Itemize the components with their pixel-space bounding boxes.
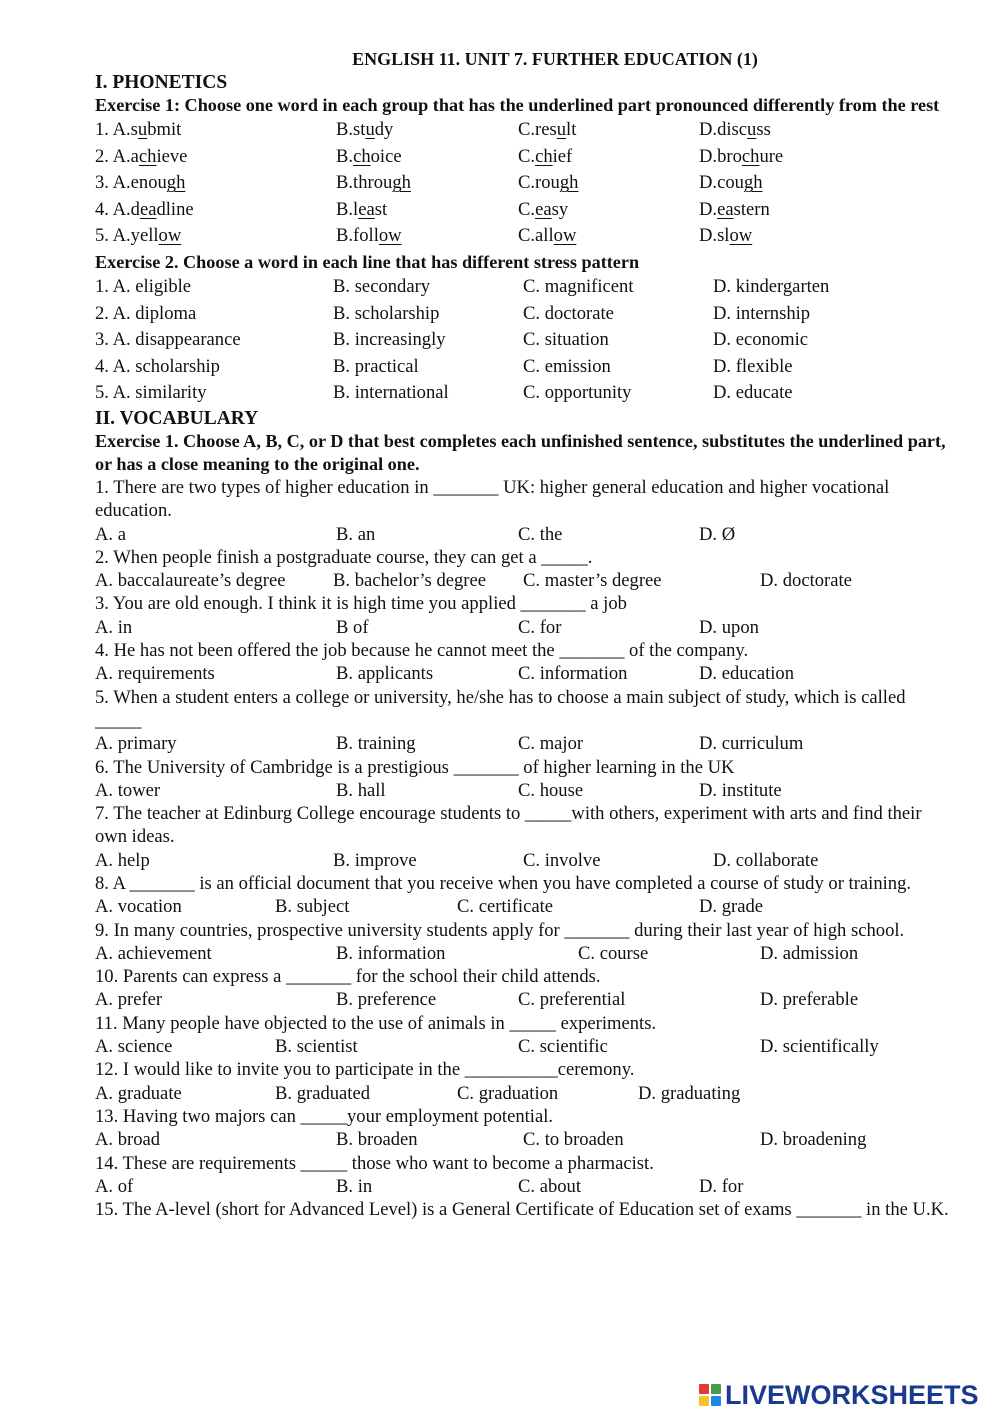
question-text: 10. Parents can express a _______ for the school their child attends.	[95, 966, 601, 988]
question-text: 6. The University of Cambridge is a prestigious _______ of higher learning in the UK	[95, 756, 735, 778]
underlined-part: u	[556, 119, 567, 140]
answer-option[interactable]: D. graduating	[638, 1082, 741, 1104]
answer-option[interactable]: D. scientifically	[760, 1036, 879, 1058]
answer-option[interactable]: A. broad	[95, 1129, 161, 1151]
exercise-1-row	[95, 144, 955, 171]
exercise-1-instruction: Exercise 1: Choose one word in each group that has the underlined part pronounced differently from the rest	[95, 95, 940, 115]
answer-option[interactable]	[336, 197, 387, 224]
underlined-part: ch	[138, 145, 157, 167]
question-options	[95, 1035, 955, 1058]
option-text: B.foll	[336, 225, 379, 247]
question-text: 5. When a student enters a college or university, he/she has to choose a main subject of study, which is called _____	[95, 686, 906, 731]
exercise-1-rows	[95, 117, 955, 250]
answer-option[interactable]: A. in	[95, 616, 133, 638]
answer-option[interactable]	[518, 144, 572, 171]
answer-option[interactable]: C. master’s degree	[523, 570, 662, 592]
question-options	[95, 523, 955, 546]
question-options	[95, 1128, 955, 1151]
answer-option[interactable]	[518, 223, 576, 250]
answer-option[interactable]	[336, 144, 402, 171]
question-text: 11. Many people have objected to the use of animals in _____ experiments.	[95, 1012, 657, 1034]
underlined-part: ow	[158, 225, 182, 247]
option-text: 3. A.enou	[95, 172, 167, 194]
question-text: 7. The teacher at Edinburg College encourage students to _____with others, experiment with arts and find their own ideas.	[95, 803, 922, 848]
answer-option[interactable]	[336, 223, 402, 250]
answer-option[interactable]: D. grade	[699, 896, 764, 918]
question-text: 12. I would like to invite you to participate in the __________ceremony.	[95, 1059, 635, 1081]
question-text: 1. There are two types of higher education in _______ UK: higher general education and higher vocational education.	[95, 476, 890, 522]
answer-option[interactable]: B. practical	[333, 355, 419, 377]
section-phonetics-heading: I. PHONETICS	[95, 72, 228, 93]
option-text: D.cou	[699, 172, 744, 194]
exercise-2-row	[95, 380, 955, 407]
question-text: 9. In many countries, prospective university students apply for _______ during their last year of high school.	[95, 919, 905, 941]
answer-option[interactable]: B. preference	[336, 989, 437, 1011]
answer-option[interactable]: C. opportunity	[523, 382, 632, 404]
underlined-part: ch	[535, 145, 553, 167]
answer-option[interactable]: D. for	[699, 1175, 744, 1197]
question-text: 14. These are requirements _____ those who want to become a pharmacist.	[95, 1152, 654, 1174]
option-text: dline	[156, 198, 194, 220]
option-text: D.	[699, 198, 718, 220]
section-vocabulary-heading: II. VOCABULARY	[95, 407, 259, 429]
question-options	[95, 895, 955, 918]
answer-option[interactable]: 1. A. eligible	[95, 275, 192, 297]
exercise-1-row	[95, 223, 955, 250]
option-text: dy	[374, 119, 394, 140]
underlined-part: gh	[743, 172, 763, 194]
answer-option[interactable]	[95, 144, 187, 171]
answer-option[interactable]: A. achievement	[95, 942, 212, 964]
answer-option[interactable]	[518, 170, 578, 197]
answer-option[interactable]: D. Ø	[699, 523, 736, 545]
answer-option[interactable]: C. the	[518, 523, 563, 545]
answer-option[interactable]: A. vocation	[95, 896, 182, 918]
question-text: 15. The A-level (short for Advanced Level) is a General Certificate of Education set of exams _______ in the U.K.	[95, 1199, 949, 1221]
answer-option[interactable]: A. a	[95, 523, 126, 545]
answer-option[interactable]: B. training	[336, 733, 416, 755]
answer-option[interactable]: A. graduate	[95, 1082, 182, 1104]
answer-option[interactable]	[699, 223, 752, 250]
underlined-part: u	[747, 119, 757, 140]
option-text: st	[374, 198, 388, 220]
answer-option[interactable]: C. emission	[523, 355, 611, 377]
underlined-part: ea	[358, 198, 375, 220]
answer-option[interactable]: B. improve	[333, 849, 417, 871]
answer-option[interactable]	[95, 223, 181, 250]
answer-option[interactable]: C. preferential	[518, 989, 626, 1011]
option-text: C.	[518, 145, 536, 167]
option-text: 2. A.a	[95, 145, 139, 167]
question-text: 3. You are old enough. I think it is high time you applied _______ a job	[95, 593, 627, 615]
page-title: ENGLISH 11. UNIT 7. FURTHER EDUCATION (1)	[352, 49, 758, 69]
answer-option[interactable]: B of	[336, 616, 369, 638]
answer-option[interactable]: C. graduation	[457, 1082, 559, 1104]
exercise-2-instruction: Exercise 2. Choose a word in each line that has different stress pattern	[95, 251, 640, 272]
answer-option[interactable]: D. institute	[699, 779, 782, 801]
answer-option[interactable]: B. information	[336, 942, 446, 964]
answer-option[interactable]: C. to broaden	[523, 1129, 624, 1151]
option-text: 1. A.s	[95, 119, 138, 140]
answer-option[interactable]	[336, 117, 393, 144]
answer-option[interactable]: A. of	[95, 1175, 134, 1197]
exercise-1-row	[95, 117, 955, 144]
answer-option[interactable]	[95, 197, 194, 224]
answer-option[interactable]: B. scholarship	[333, 302, 440, 324]
underlined-part: u	[137, 119, 148, 140]
answer-option[interactable]: D. admission	[760, 942, 859, 964]
answer-option[interactable]: A. primary	[95, 733, 177, 755]
underlined-part: ow	[378, 225, 402, 247]
answer-option[interactable]: D. kindergarten	[713, 275, 830, 297]
answer-option[interactable]: B. secondary	[333, 275, 431, 297]
answer-option[interactable]: C. house	[518, 779, 584, 801]
underlined-part: ea	[535, 198, 552, 220]
underlined-part: ea	[139, 198, 157, 220]
answer-option[interactable]: A. baccalaureate’s degree	[95, 570, 286, 592]
answer-option[interactable]: B. in	[336, 1175, 373, 1197]
option-text: stern	[733, 198, 770, 220]
question-options	[95, 1175, 955, 1198]
answer-option[interactable]: D. economic	[713, 329, 809, 351]
answer-option[interactable]: D. internship	[713, 302, 811, 324]
answer-option[interactable]: C. course	[578, 942, 649, 964]
answer-option[interactable]	[699, 144, 783, 171]
logo-mark-icon	[699, 1384, 721, 1406]
answer-option[interactable]: D. flexible	[713, 355, 793, 377]
answer-option[interactable]: D. education	[699, 663, 795, 685]
answer-option[interactable]: C. about	[518, 1175, 582, 1197]
answer-option[interactable]	[699, 197, 770, 224]
question-options	[95, 942, 955, 965]
answer-option[interactable]: B. bachelor’s degree	[333, 570, 486, 592]
answer-option[interactable]: C. involve	[523, 849, 601, 871]
underlined-part: gh	[166, 172, 186, 194]
exercise-2-rows	[95, 274, 955, 407]
answer-option[interactable]: C. certificate	[457, 896, 554, 918]
answer-option[interactable]: C. situation	[523, 329, 609, 351]
underlined-part: ow	[729, 225, 753, 247]
option-text: oice	[370, 145, 402, 167]
underlined-part: ea	[717, 198, 734, 220]
underlined-part: ow	[553, 225, 577, 247]
answer-option[interactable]: C. major	[518, 733, 584, 755]
option-text: ief	[552, 145, 573, 167]
option-text: B.throu	[336, 172, 393, 194]
underlined-part: gh	[392, 172, 411, 194]
answer-option[interactable]	[699, 117, 771, 144]
question-options	[95, 616, 955, 639]
answer-option[interactable]: A. help	[95, 849, 150, 871]
option-text: D.bro	[699, 145, 742, 167]
answer-option[interactable]: 3. A. disappearance	[95, 329, 241, 351]
option-text: lt	[566, 119, 577, 140]
option-text: ieve	[156, 145, 188, 167]
question-options	[95, 662, 955, 685]
question-text: 13. Having two majors can _____your employment potential.	[95, 1105, 554, 1127]
answer-option[interactable]: C. magnificent	[523, 275, 634, 297]
option-text: D.disc	[699, 119, 748, 140]
option-text: C.res	[518, 119, 557, 140]
option-text: C.	[518, 198, 536, 220]
option-text: C.rou	[518, 172, 560, 194]
question-options	[95, 779, 955, 802]
question-options	[95, 732, 955, 755]
answer-option[interactable]: A. requirements	[95, 663, 215, 685]
exercise-2-row	[95, 274, 955, 301]
answer-option[interactable]: B. broaden	[336, 1129, 418, 1151]
answer-option[interactable]: B. applicants	[336, 663, 434, 685]
vocabulary-questions	[95, 476, 955, 1222]
underlined-part: gh	[559, 172, 579, 194]
liveworksheets-logo	[699, 1380, 979, 1410]
answer-option[interactable]: A. science	[95, 1036, 173, 1058]
answer-option[interactable]: D. upon	[699, 616, 759, 638]
exercise-2-row	[95, 354, 955, 381]
answer-option[interactable]: B. increasingly	[333, 329, 446, 351]
answer-option[interactable]: C. scientific	[518, 1036, 608, 1058]
question-text: 2. When people finish a postgraduate course, they can get a _____.	[95, 546, 593, 568]
answer-option[interactable]: A. prefer	[95, 989, 163, 1011]
option-text: 5. A.yell	[95, 225, 159, 247]
answer-option[interactable]: D. preferable	[760, 989, 859, 1011]
answer-option[interactable]: B. scientist	[275, 1036, 358, 1058]
answer-option[interactable]: D. curriculum	[699, 733, 804, 755]
answer-option[interactable]	[699, 170, 763, 197]
underlined-part: ch	[353, 145, 371, 167]
question-text: 4. He has not been offered the job because he cannot meet the _______ of the company.	[95, 640, 749, 662]
question-options	[95, 1082, 955, 1105]
option-text: 4. A.d	[95, 198, 140, 220]
answer-option[interactable]: B. graduated	[275, 1082, 371, 1104]
answer-option[interactable]	[95, 170, 185, 197]
option-text: bmit	[147, 119, 182, 140]
answer-option[interactable]: 4. A. scholarship	[95, 355, 220, 377]
underlined-part: ch	[741, 145, 760, 167]
question-text: 8. A _______ is an official document that you receive when you have completed a course of study or training.	[95, 872, 912, 894]
answer-option[interactable]: D. broadening	[760, 1129, 867, 1151]
exercise-1-row	[95, 197, 955, 224]
option-text: ss	[756, 119, 771, 140]
answer-option[interactable]: 2. A. diploma	[95, 302, 197, 324]
worksheet-page	[95, 47, 955, 1221]
vocabulary-instruction: Exercise 1. Choose A, B, C, or D that best completes each unfinished sentence, substitutes the underlined part, or has a close meaning to the original one.	[95, 430, 946, 474]
answer-option[interactable]	[518, 117, 576, 144]
answer-option[interactable]: B. hall	[336, 779, 386, 801]
answer-option[interactable]: 5. A. similarity	[95, 382, 207, 404]
option-text: B.st	[336, 119, 366, 140]
answer-option[interactable]: D. doctorate	[760, 570, 852, 592]
answer-option[interactable]: A. tower	[95, 779, 161, 801]
answer-option[interactable]: C. doctorate	[523, 302, 614, 324]
logo-text: LIVEWORKSHEETS	[725, 1379, 979, 1410]
option-text: B.	[336, 145, 354, 167]
question-options	[95, 569, 955, 592]
option-text: D.sl	[699, 225, 730, 247]
option-text: ure	[759, 145, 784, 167]
answer-option[interactable]	[95, 117, 181, 144]
answer-option[interactable]: C. information	[518, 663, 628, 685]
answer-option[interactable]: B. international	[333, 382, 449, 404]
answer-option[interactable]	[518, 197, 568, 224]
answer-option[interactable]: C. for	[518, 616, 562, 638]
answer-option[interactable]: B. subject	[275, 896, 350, 918]
answer-option[interactable]: D. collaborate	[713, 849, 819, 871]
option-text: C.all	[518, 225, 554, 247]
answer-option[interactable]	[336, 170, 411, 197]
exercise-1-row	[95, 170, 955, 197]
question-options	[95, 849, 955, 872]
option-text: B.l	[336, 198, 359, 220]
underlined-part: u	[365, 119, 375, 140]
answer-option[interactable]: B. an	[336, 523, 376, 545]
question-options	[95, 988, 955, 1011]
exercise-2-row	[95, 301, 955, 328]
option-text: sy	[551, 198, 569, 220]
exercise-2-row	[95, 327, 955, 354]
answer-option[interactable]: D. educate	[713, 382, 793, 404]
